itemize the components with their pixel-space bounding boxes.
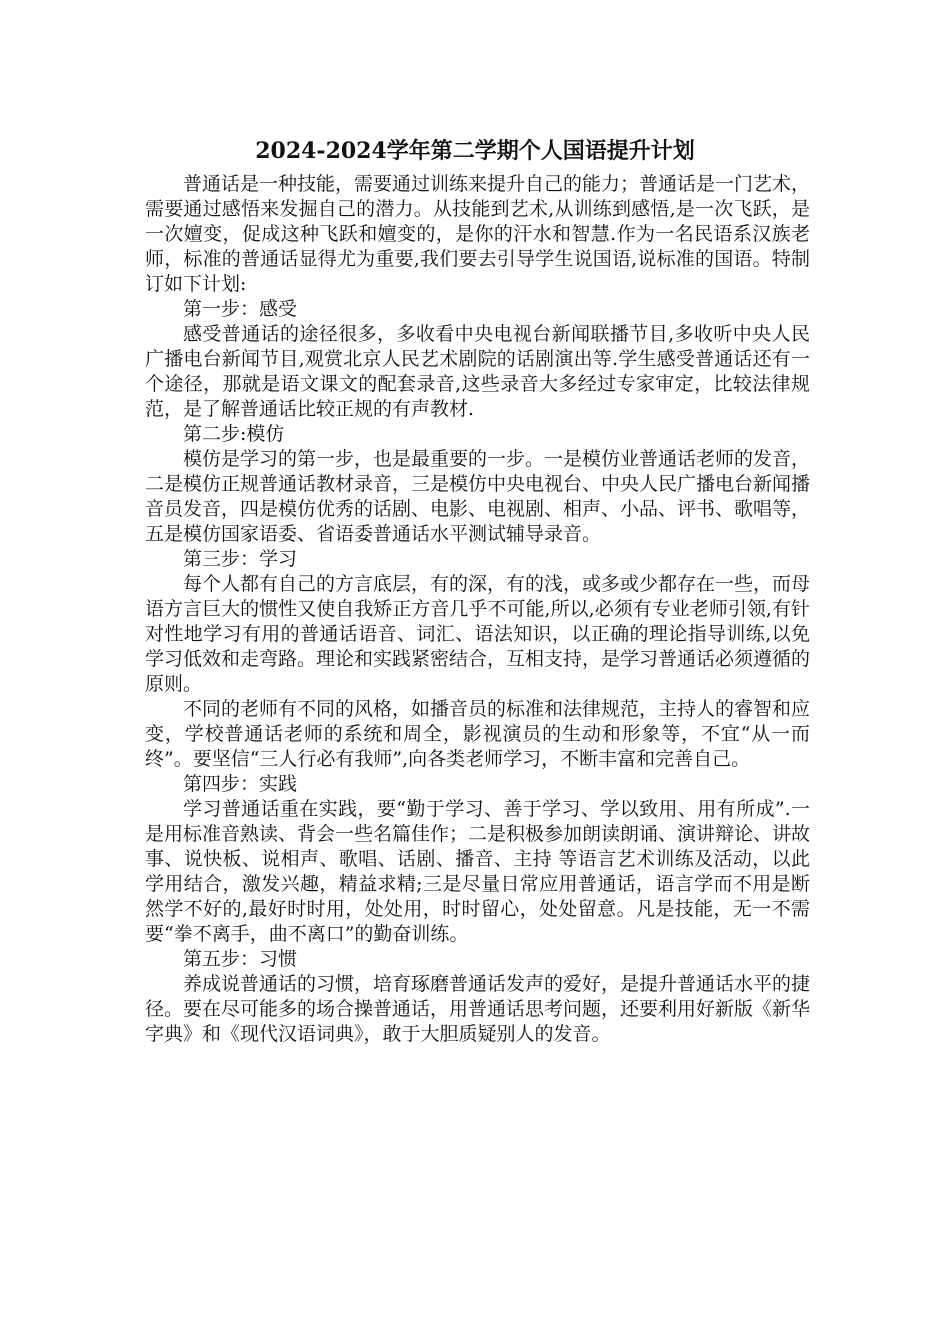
step-four-paragraph: 学习普通话重在实践，要“勤于学习、善于学习、学以致用、用有所成”.一是用标准音熟读、背会一些名篇佳作；二是积极参加朗读朗诵、演讲辩论、讲故事、说快板、说相声、歌唱、话剧、播音、主持 等语言艺术训练及活动，以此学用结合，激发兴趣，精益求精;三是尽量日常应用普通话，语言学而不用是断然学不好的,最好时时用，处处用，时时留心，处处留意。凡是技能，无一不需要“拳不离手，曲不离口”的勤奋训练。 <box>145 798 811 945</box>
step-one-heading: 第一步：感受 <box>183 298 298 320</box>
document-title: 2024-2024学年第二学期个人国语提升计划 <box>255 138 695 164</box>
step-two-heading: 第二步:模仿 <box>183 423 285 445</box>
document-body <box>145 172 810 1047</box>
step-one-paragraph: 感受普通话的途径很多，多收看中央电视台新闻联播节目,多收听中央人民广播电台新闻节目,观赏北京人民艺术剧院的话剧演出等.学生感受普通话还有一个途径，那就是语文课文的配套录音,这些录音大多经过专家审定，比较法律规范，是了解普通话比较正规的有声教材. <box>145 323 810 420</box>
intro-paragraph: 普通话是一种技能，需要通过训练来提升自己的能力；普通话是一门艺术，需要通过感悟来发掘自己的潜力。从技能到艺术,从训练到感悟,是一次飞跃，是一次嬗变，促成这种飞跃和嬗变的，是你的汗水和智慧.作为一名民语系汉族老师，标准的普通话显得尤为重要,我们要去引导学生说国语,说标准的国语。特制订如下计划: <box>145 173 811 295</box>
step-three-paragraph-2: 不同的老师有不同的风格，如播音员的标准和法律规范，主持人的睿智和应变，学校普通话老师的系统和周全，影视演员的生动和形象等，不宜“从一而终”。要坚信“三人行必有我师”,向各类老师学习，不断丰富和完善自己。 <box>145 698 811 770</box>
step-five-heading: 第五步：习惯 <box>183 948 298 970</box>
step-three-paragraph: 每个人都有自己的方言底层，有的深，有的浅，或多或少都存在一些，而母语方言巨大的惯性又使自我矫正方音几乎不可能,所以,必须有专业老师引领,有针对性地学习有用的普通话语音、词汇、语法知识，以正确的理论指导训练,以免学习低效和走弯路。理论和实践紧密结合，互相支持，是学习普通话必须遵循的原则。 <box>145 573 811 695</box>
step-four-heading: 第四步：实践 <box>183 773 298 795</box>
step-two-paragraph: 模仿是学习的第一步，也是最重要的一步。一是模仿业普通话老师的发音，二是模仿正规普通话教材录音，三是模仿中央电视台、中央人民广播电台新闻播音员发音，四是模仿优秀的话剧、电影、电视剧、相声、小品、评书、歌唱等，五是模仿国家语委、省语委普通话水平测试辅导录音。 <box>145 448 811 545</box>
step-three-heading: 第三步：学习 <box>183 548 298 570</box>
step-five-paragraph: 养成说普通话的习惯，培育琢磨普通话发声的爱好，是提升普通话水平的捷径。要在尽可能多的场合操普通话，用普通话思考问题，还要利用好新版《新华字典》和《现代汉语词典》，敢于大胆质疑别人的发音。 <box>145 973 811 1045</box>
